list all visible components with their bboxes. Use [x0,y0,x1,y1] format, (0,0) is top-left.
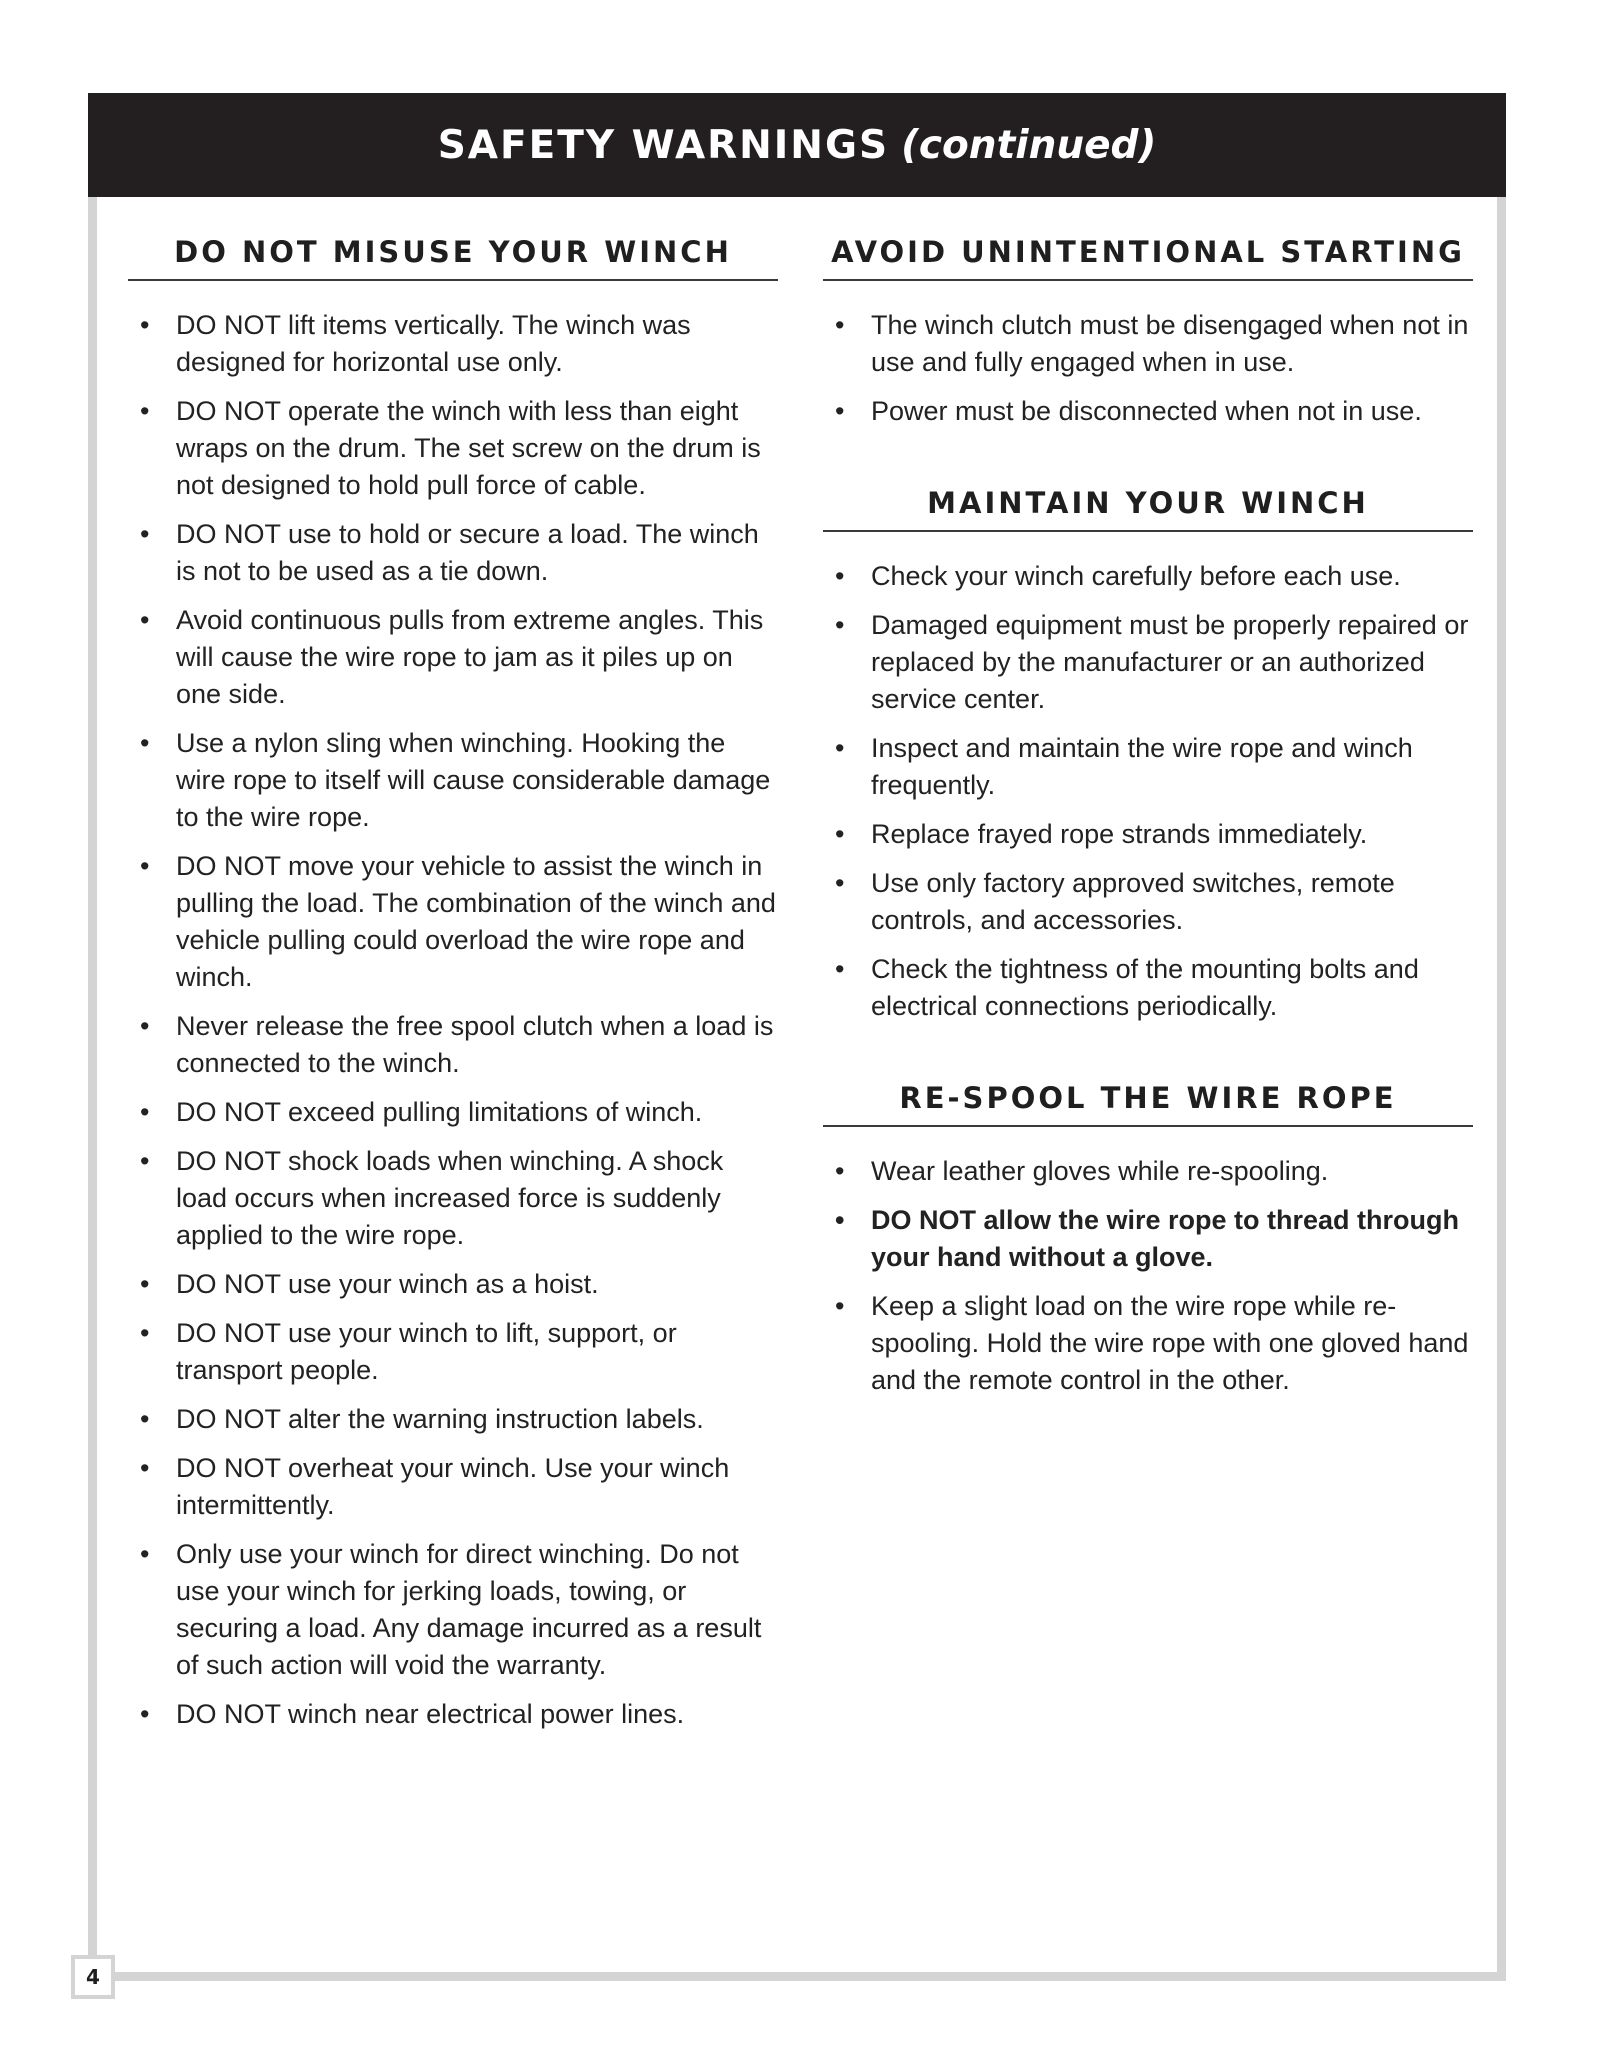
list-item: • Use a nylon sling when winching. Hooking the wire rope to itself will cause considerable damage to the wire rope. [128,725,778,836]
left-column [128,235,778,1745]
list-item: • Only use your winch for direct winching. Do not use your winch for jerking loads, towing, or securing a load. Any damage incurred as a result of such action will void the warranty. [128,1536,778,1684]
list-item: • Avoid continuous pulls from extreme angles. This will cause the wire rope to jam as it piles up on one side. [128,602,778,713]
list-item: • Never release the free spool clutch when a load is connected to the winch. [128,1008,778,1082]
list-item: • DO NOT operate the winch with less than eight wraps on the drum. The set screw on the drum is not designed to hold pull force of cable. [128,393,778,504]
list-item: • DO NOT move your vehicle to assist the winch in pulling the load. The combination of the winch and vehicle pulling could overload the wire rope and winch. [128,848,778,996]
list-item: • Check your winch carefully before each use. [823,558,1473,595]
list-item: • Replace frayed rope strands immediately. [823,816,1473,853]
list-item: • DO NOT use your winch to lift, support, or transport people. [128,1315,778,1389]
list-item: • DO NOT lift items vertically. The winch was designed for horizontal use only. [128,307,778,381]
list-item-warning: • DO NOT allow the wire rope to thread through your hand without a glove. [823,1202,1473,1276]
section-title-starting: AVOID UNINTENTIONAL STARTING [823,235,1473,281]
list-item: • Check the tightness of the mounting bolts and electrical connections periodically. [823,951,1473,1025]
list-item: • Inspect and maintain the wire rope and winch frequently. [823,730,1473,804]
section-title-respool: RE-SPOOL THE WIRE ROPE [823,1081,1473,1127]
starting-list [823,307,1473,430]
list-item: • Power must be disconnected when not in use. [823,393,1473,430]
misuse-list [128,307,778,1733]
list-item: • Use only factory approved switches, remote controls, and accessories. [823,865,1473,939]
list-item: • DO NOT shock loads when winching. A shock load occurs when increased force is suddenly applied to the wire rope. [128,1143,778,1254]
section-title-maintain: MAINTAIN YOUR WINCH [823,486,1473,532]
list-item: • Wear leather gloves while re-spooling. [823,1153,1473,1190]
maintain-list [823,558,1473,1025]
page-subtitle: (continued) [901,122,1157,168]
section-title-misuse: DO NOT MISUSE YOUR WINCH [128,235,778,281]
list-item: • Keep a slight load on the wire rope while re-spooling. Hold the wire rope with one gloved hand and the remote control in the other. [823,1288,1473,1399]
respool-list [823,1153,1473,1399]
list-item: • DO NOT overheat your winch. Use your winch intermittently. [128,1450,778,1524]
page-header-banner [88,93,1506,197]
list-item: • Damaged equipment must be properly repaired or replaced by the manufacturer or an authorized service center. [823,607,1473,718]
list-item: • DO NOT winch near electrical power lines. [128,1696,778,1733]
page-title: SAFETY WARNINGS [437,122,890,168]
list-item: • DO NOT use your winch as a hoist. [128,1266,778,1303]
right-column [823,235,1473,1411]
list-item: • DO NOT alter the warning instruction labels. [128,1401,778,1438]
page-number: 4 [71,1955,115,1999]
list-item: • The winch clutch must be disengaged when not in use and fully engaged when in use. [823,307,1473,381]
list-item: • DO NOT exceed pulling limitations of winch. [128,1094,778,1131]
list-item: • DO NOT use to hold or secure a load. The winch is not to be used as a tie down. [128,516,778,590]
